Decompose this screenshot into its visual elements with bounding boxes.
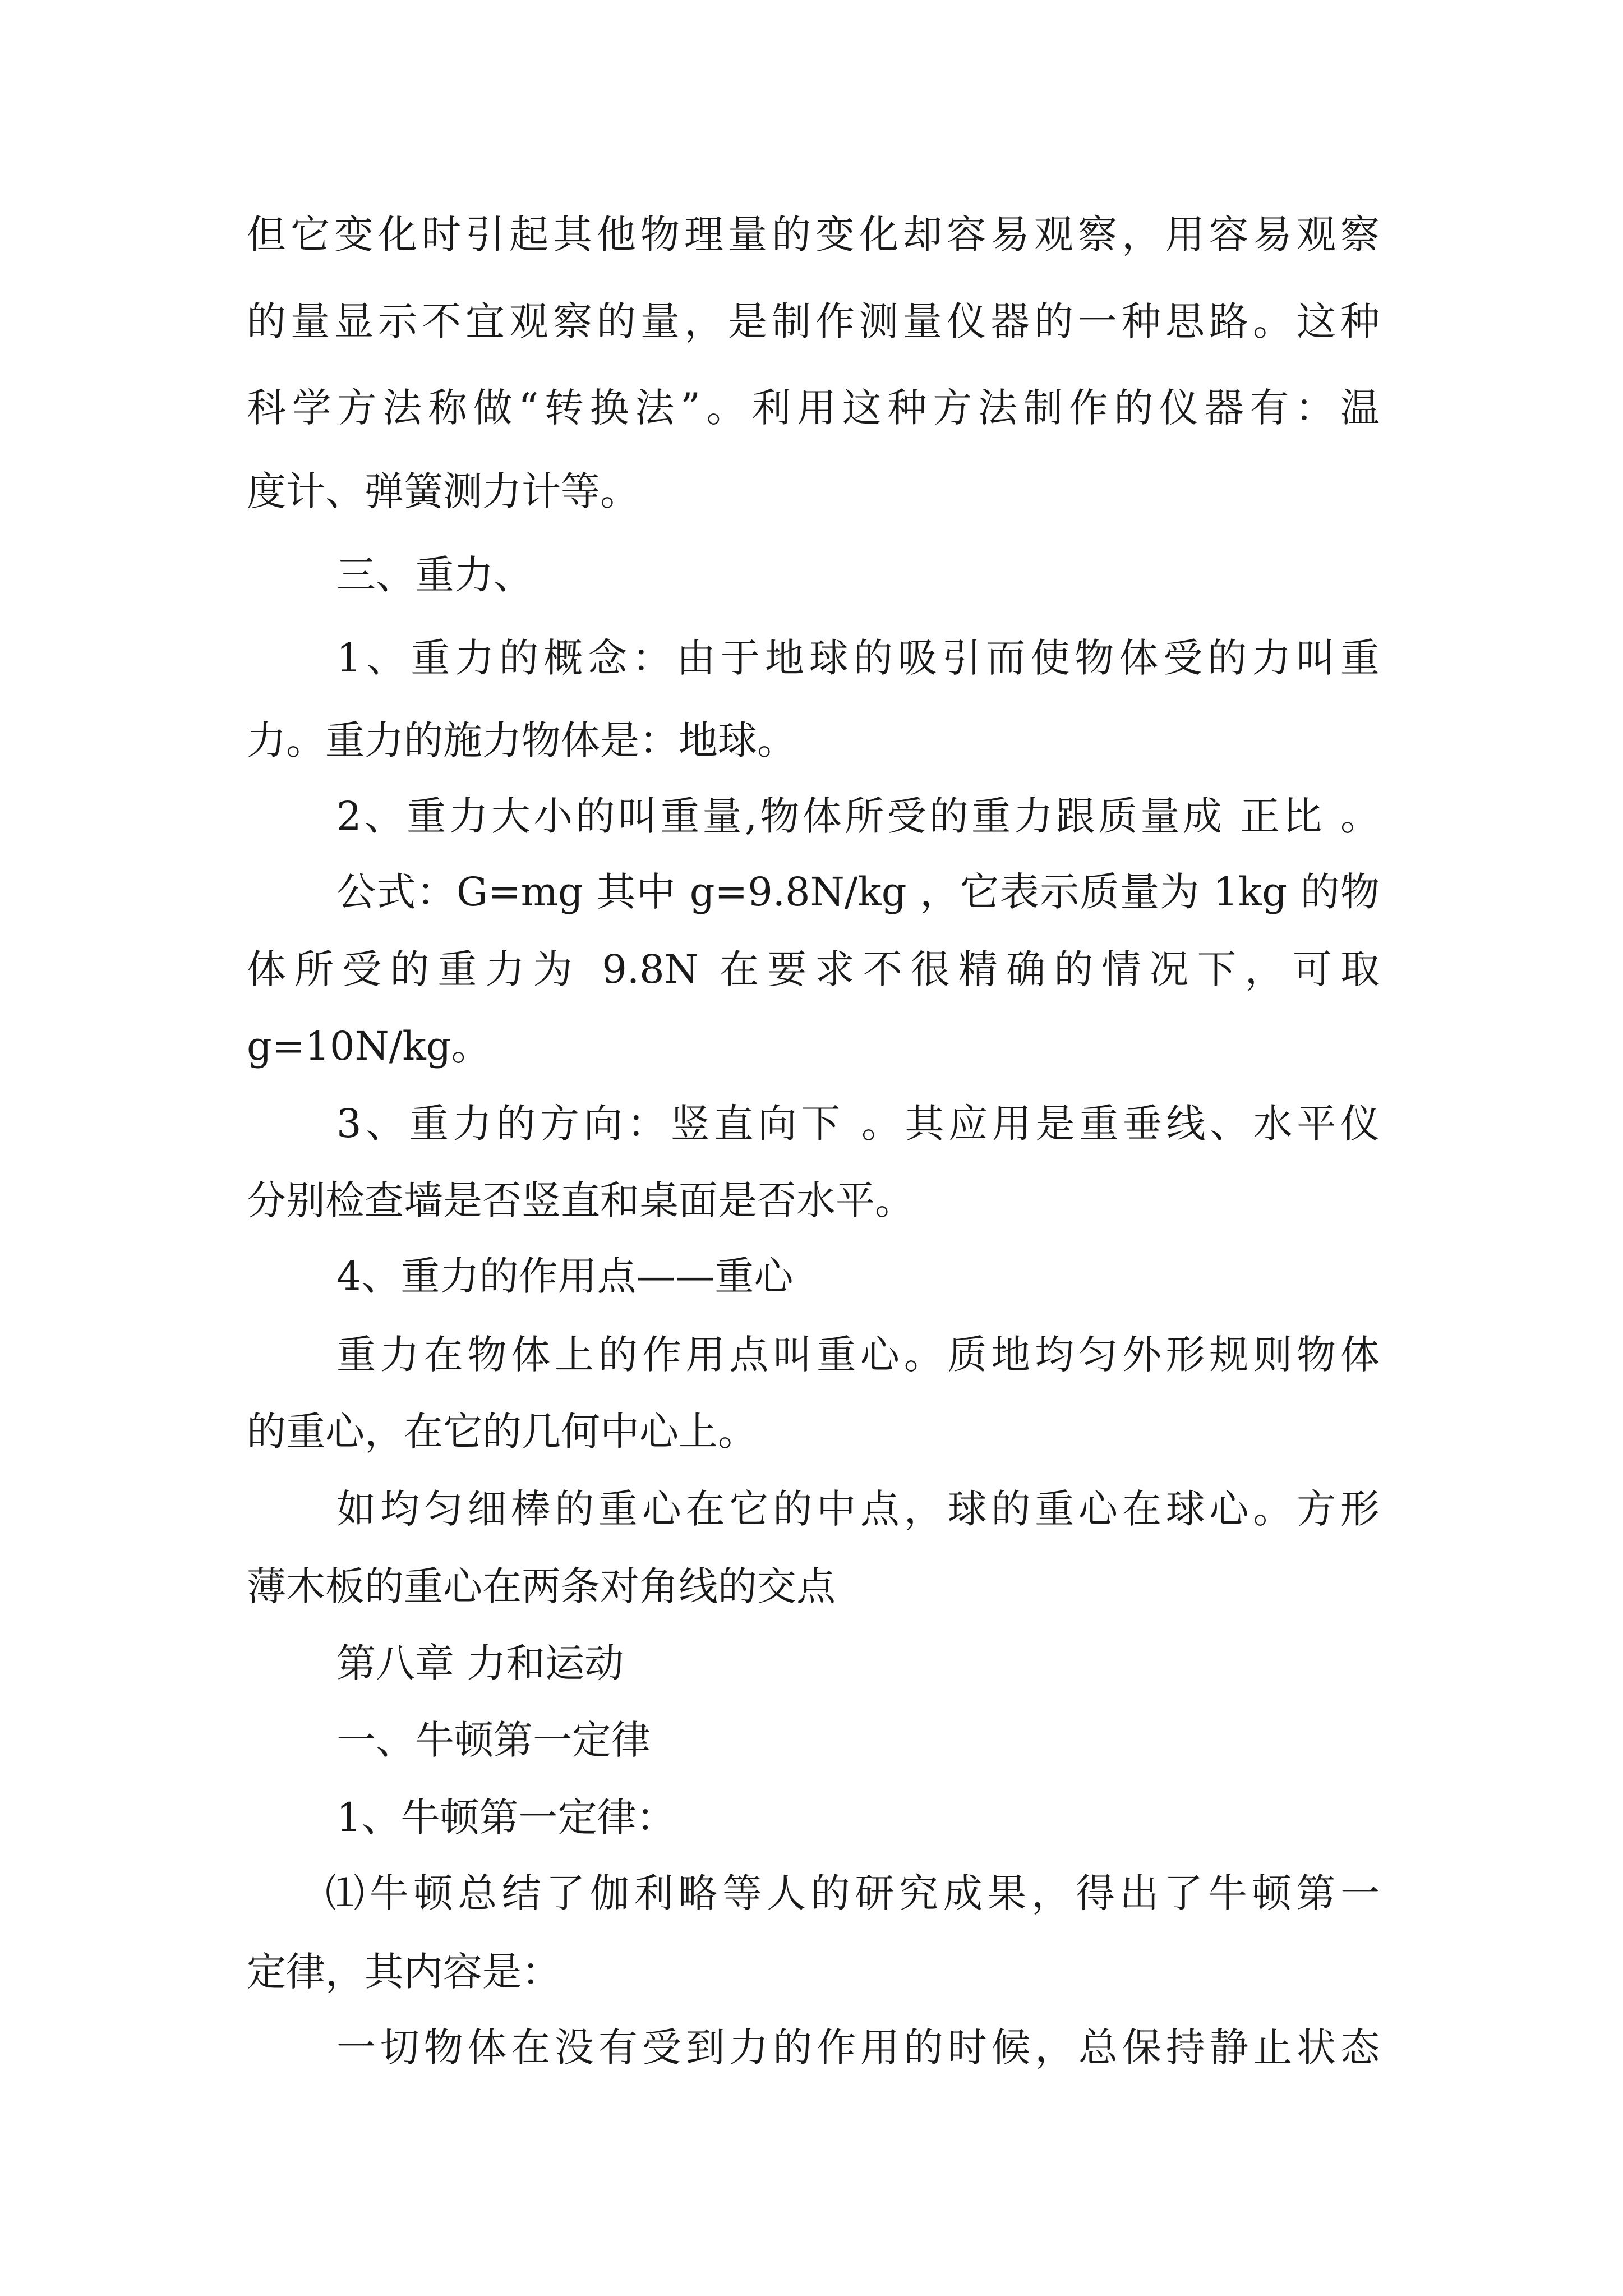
text-line: ⑴牛顿总结了伽利略等人的研究成果，得出了牛顿第一 xyxy=(325,1870,1380,1916)
text-line: 的重心，在它的几何中心上。 xyxy=(247,1409,757,1455)
text-line: 重力在物体上的作用点叫重心。质地均匀外形规则物体 xyxy=(336,1332,1380,1378)
text-line: 1、重力的概念：由于地球的吸引而使物体受的力叫重 xyxy=(336,635,1380,681)
text-line: 的量显示不宜观察的量，是制作测量仪器的一种思路。这种 xyxy=(247,298,1380,344)
text-line: 如均匀细棒的重心在它的中点，球的重心在球心。方形 xyxy=(336,1486,1380,1532)
section-heading: 三、重力、 xyxy=(336,552,533,598)
text-line: 体所受的重力为 9.8N 在要求不很精确的情况下，可取 xyxy=(247,946,1380,992)
text-line: 力。重力的施力物体是：地球。 xyxy=(247,717,796,763)
text-line: 4、重力的作用点——重心 xyxy=(336,1253,794,1299)
formula-line: 公式：G=mg 其中 g=9.8N/kg ，它表示质量为 1kg 的物 xyxy=(336,869,1380,915)
text-line: 但它变化时引起其他物理量的变化却容易观察，用容易观察 xyxy=(247,211,1380,257)
text-line: 3、重力的方向：竖直向下 。其应用是重垂线、水平仪 xyxy=(336,1101,1380,1147)
text-line: g=10N/kg。 xyxy=(247,1023,491,1069)
text-line: 度计、弹簧测力计等。 xyxy=(247,468,639,514)
subsection-heading: 1、牛顿第一定律： xyxy=(336,1795,676,1841)
text-line: 定律，其内容是： xyxy=(247,1949,561,1995)
text-line: 2、重力大小的叫重量,物体所受的重力跟质量成 正比 。 xyxy=(336,793,1380,839)
text-line: 科学方法称做“转换法”。利用这种方法制作的仪器有：温 xyxy=(247,385,1380,431)
section-heading: 一、牛顿第一定律 xyxy=(336,1717,651,1763)
text-line: 薄木板的重心在两条对角线的交点 xyxy=(247,1563,836,1609)
text-line: 一切物体在没有受到力的作用的时候，总保持静止状态 xyxy=(336,2024,1380,2070)
chapter-heading: 第八章 力和运动 xyxy=(336,1640,624,1686)
text-line: 分别检查墙是否竖直和桌面是否水平。 xyxy=(247,1177,914,1223)
